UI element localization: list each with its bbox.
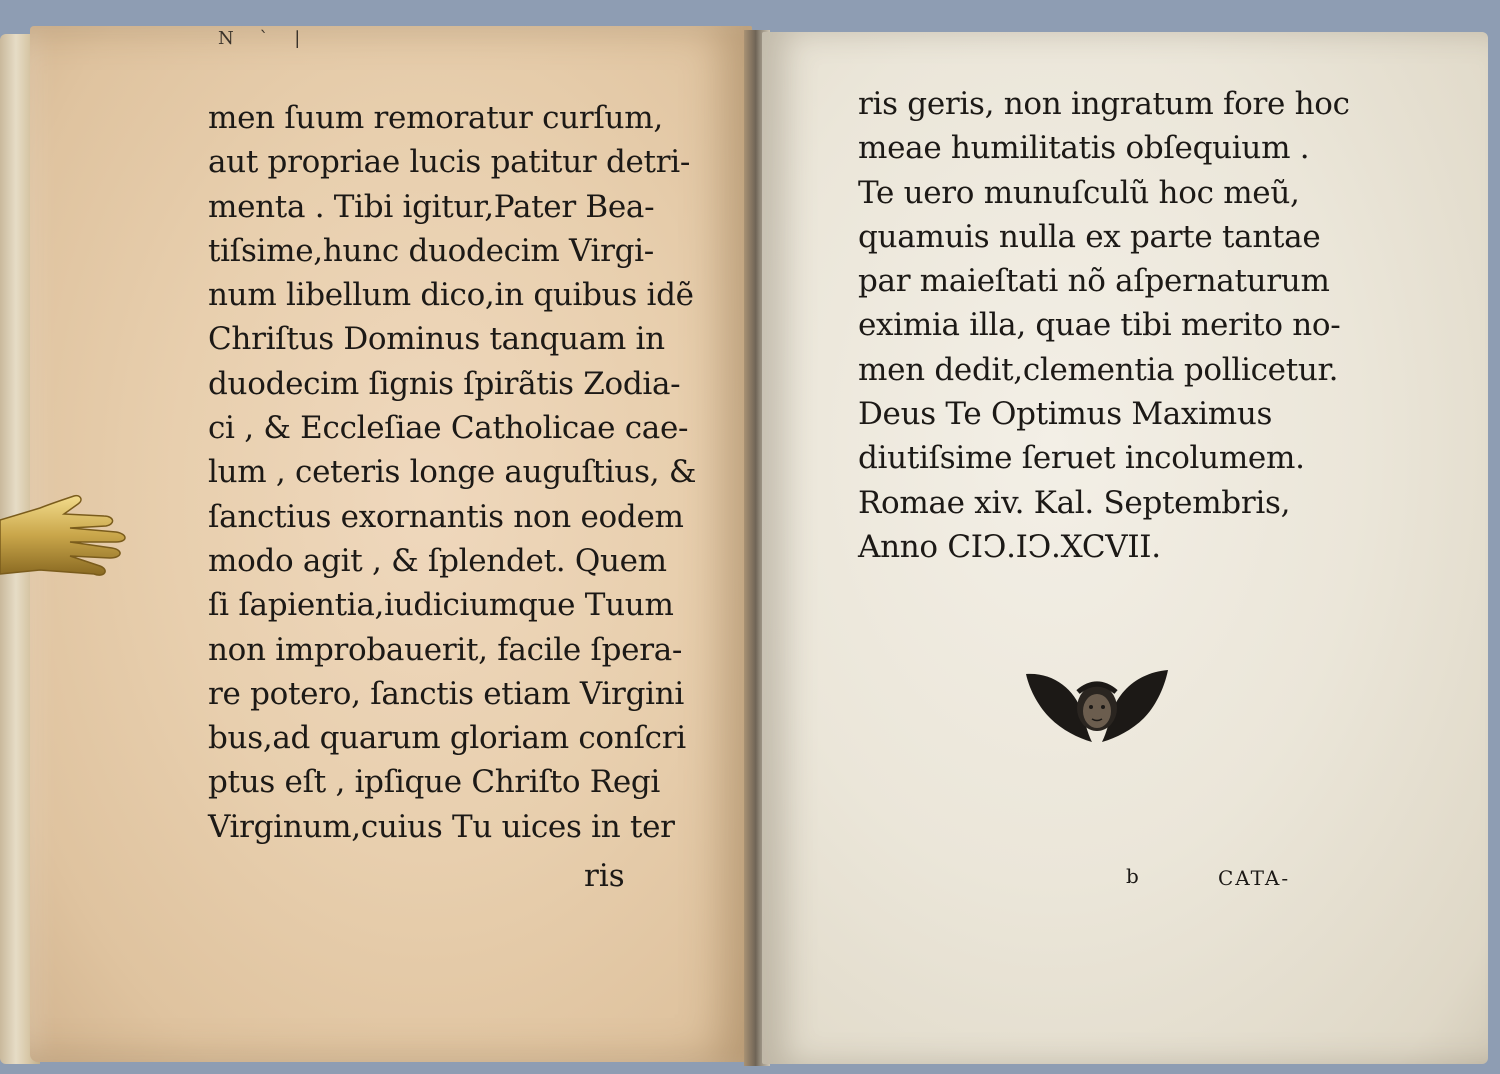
- left-page-text: [208, 96, 697, 849]
- text-line: par maieſtati nõ aſpernaturum: [858, 263, 1330, 300]
- text-line: Deus Te Optimus Maximus: [858, 396, 1273, 433]
- text-line: eximia illa, quae tibi merito no-: [858, 307, 1341, 344]
- signature-mark: b: [1126, 864, 1139, 888]
- text-line: non improbauerit, facile ſpera-: [208, 631, 683, 668]
- text-line: num libellum dico,in quibus idẽ: [208, 277, 694, 314]
- text-line: bus,ad quarum gloriam conſcri: [208, 720, 686, 757]
- text-line: men dedit,clementia pollicetur.: [858, 351, 1339, 388]
- text-line: modo agit , & ſplendet. Quem: [208, 542, 667, 579]
- text-line: quamuis nulla ex parte tantae: [858, 218, 1321, 255]
- text-line: diutiſsime ſeruet incolumem.: [858, 440, 1305, 477]
- text-line: Romae xiv. Kal. Septembris,: [858, 484, 1291, 521]
- text-line: re potero, ſanctis etiam Virgini: [208, 675, 685, 712]
- right-catchword: CATA-: [1218, 866, 1291, 890]
- text-line: tiſsime,hunc duodecim Virgi-: [208, 232, 654, 269]
- top-marks: N ` |: [218, 28, 311, 49]
- text-line: Chriſtus Dominus tanquam in: [208, 321, 665, 358]
- text-line: ſanctius exornantis non eodem: [208, 498, 684, 535]
- winged-cherub-ornament-icon: [1022, 668, 1172, 750]
- text-line: aut propriae lucis patitur detri-: [208, 144, 691, 181]
- text-line: ſi ſapientia,iudiciumque Tuum: [208, 587, 674, 624]
- left-catchword: ris: [584, 858, 625, 894]
- brass-hand-bookmark-icon: [0, 490, 134, 590]
- text-line: men ſuum remoratur curſum,: [208, 100, 663, 136]
- text-line: ci , & Eccleſiae Catholicae cae-: [208, 410, 689, 447]
- text-line: lum , ceteris longe auguſtius, &: [208, 454, 697, 491]
- right-page-text: [858, 82, 1350, 569]
- text-line: Anno CIↃ.IↃ.XCVII.: [858, 528, 1161, 565]
- text-line: ptus eſt , ipſique Chriſto Regi: [208, 764, 661, 801]
- text-line: Te uero munuſculũ hoc meũ,: [858, 174, 1300, 211]
- text-line: meae humilitatis obſequium .: [858, 130, 1310, 167]
- text-line: menta . Tibi igitur,Pater Bea-: [208, 188, 655, 225]
- text-line: ris geris, non ingratum fore hoc: [858, 86, 1350, 122]
- text-line: duodecim ſignis ſpirãtis Zodia-: [208, 365, 681, 402]
- text-line: Virginum,cuius Tu uices in ter: [208, 808, 675, 845]
